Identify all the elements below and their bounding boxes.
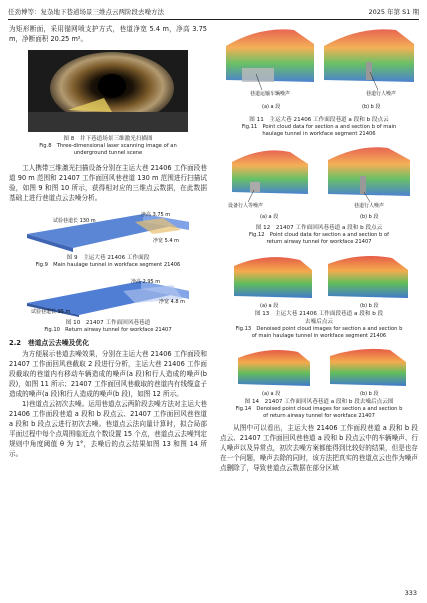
main-haulage-tunnel-model [23,208,193,252]
fig14-denoised-clouds [220,344,418,398]
paragraph-4: 从图中可以看出，主运大巷 21406 工作面段巷道 a 段和 b 段点云、21407 工作面回风巷巷道 a 段和 b 段点云中的车辆噪声、行人噪声以及异常点，初次去噪方案都能得到比较好的结果，但是也存在一个问题，噪声去除的同时，该方法把真实的巷道点云也作为噪声点删除了，导致巷道点云数据在部分区域 [220,424,418,472]
fig11-caption-en2: haulage tunnel in workface segment 21406 [262,131,376,137]
figure-9 [9,208,207,269]
fig14-sub-b: (b) b 段 [360,391,379,397]
section-heading: 2.2 巷道点云去噪及优化 [9,339,90,347]
fig12-pedestrian-noise-label: 巷道行人噪声 [354,203,385,209]
fig8-caption-en1: Fig.8 Three-dimensional laser scanning image of an [39,143,177,149]
figure-13 [220,250,418,340]
fig12-device-noise-label: 设备行人等噪声 [228,203,264,209]
figure-14 [220,344,418,420]
fig9-width-label: 净宽 5.4 m [153,238,180,244]
fig11-caption-zh: 图 11 主运大巷 21406 工作面段巷道 a 段和 b 段点云 [249,117,389,123]
fig14-caption-en1: Fig.14 Denoised point cloud images for section a and section b [235,406,403,412]
fig13-sub-a: (a) a 段 [260,303,279,309]
fig8-caption-zh: 图 8 井下巷道场景三维激光扫描图 [63,136,153,142]
fig13-denoised-clouds [220,250,418,310]
fig12-caption-en2: return airway tunnel for workface 21407 [266,239,372,245]
fig13-sub-b: (b) b 段 [360,303,379,309]
fig10-caption-en: Fig.10 Return airway tunnel for workface 21407 [44,327,172,333]
fig10-height-label: 净高 2.95 m [131,279,161,285]
left-column [9,24,207,459]
laser-scan-image [28,50,188,132]
fig13-caption-en2: of main haulage tunnel in workface segment 21406 [251,333,387,339]
header-title: 任劲博等：复杂地下巷道场景三维点云两阶段去噪方法 [8,8,164,16]
header-issue: 2025 年第 S1 期 [368,8,419,16]
figure-8 [9,50,207,157]
fig11-point-clouds [220,24,418,116]
fig14-sub-a: (a) a 段 [262,391,281,397]
figure-10 [9,273,207,334]
fig11-pedestrian-noise-label: 巷道行人噪声 [366,91,397,97]
fig10-length-label: 试验巷道长 95 m [31,309,71,315]
fig12-sub-a: (a) a 段 [260,214,279,220]
paragraph-1: 工人携带三维激光扫描设备分别在主运大巷 21406 工作面段巷道 90 m 范围和 21407 工作面回风巷巷道 130 m 范围进行扫描试验，如图 9 和图 10 所示，获得相对应的三维点云数据，在此数据基础上进行巷道点云去噪分析。 [9,164,207,202]
fig11-caption-en1: Fig.11 Point cloud data for section a and section b of main [241,124,397,130]
fig8-caption-en2: underground tunnel scene [73,150,143,156]
fig12-sub-b: (b) b 段 [360,214,379,220]
fig9-height-label: 净高 3.75 m [141,212,171,218]
figure-12 [220,142,418,246]
header-rule [8,19,419,20]
fig9-caption-zh: 图 9 主运大巷 21406 工作面段 [66,255,150,261]
paragraph-2: 为方便展示巷道去噪效果，分别在主运大巷 21406 工作面段和 21407 工作面回风巷截取 2 段进行分析，主运大巷 21406 工作面段截取的巷道内有移动车辆造成的噪声(a 段)和行人造成的噪声(b 段)，如图 11 所示；21407 工作面回风巷截取的巷道内有线缆盒子造成的噪声(a 段)和行人造成的噪声(b 段)，如图 12 所示。 [9,350,207,398]
paragraph-3: 1)巷道点云初次去噪。运用巷道点云两阶段去噪方法对主运大巷 21406 工作面段巷道 a 段和 b 段点云、21407 工作面回风巷巷道 a 段和 b 段点云进行初次去噪。巷道点云法向量计算时，拟合局部平面过程中每个点周围临近点个数设置 15 个点，巷道点云去噪判定规则中角度阈值 θ 为 1°，去噪后的点云结果如图 13 和图 14 所示。 [9,400,207,458]
fig13-caption-zh2: 去噪后点云 [305,319,333,325]
fig11-vehicle-noise-label: 巷道运输车辆噪声 [250,91,291,97]
fig9-length-label: 试验巷道长 130 m [53,218,96,224]
fig11-sub-b: (b) b 段 [362,104,381,110]
return-airway-tunnel-model [23,273,193,317]
right-column [220,24,418,473]
fig12-caption-zh: 图 12 21407 工作面回风巷巷道 a 段和 b 段点云 [255,225,383,231]
fig13-caption-zh1: 图 13 主运大巷 21406 工作面段巷道 a 段和 b 段 [254,311,384,317]
fig14-caption-en2: of return airway tunnel for workface 21407 [263,413,375,419]
fig13-caption-en1: Fig.13 Denoised point cloud images for section a and section b [235,326,403,332]
intro-text: 为矩形断面，采用锚网喷支护方式，巷道净宽 5.4 m，净高 3.75 m，净断面积 20.25 m²。 [9,25,207,43]
fig12-caption-en1: Fig.12 Point cloud data for section a and section b of [249,232,389,238]
running-header [8,6,419,18]
fig11-sub-a: (a) a 段 [262,104,281,110]
fig10-caption-zh: 图 10 21407 工作面回风巷巷道 [65,320,151,326]
page-number: 333 [404,589,417,597]
fig10-width-label: 净宽 4.8 m [159,299,186,305]
fig12-point-clouds [220,142,418,224]
fig9-caption-en: Fig.9 Main haulage tunnel in workface segment 21406 [35,262,181,268]
fig14-caption-zh: 图 14 21407 工作面回风巷巷道 a 段和 b 段去噪后点云图 [244,399,394,405]
figure-11 [220,24,418,138]
